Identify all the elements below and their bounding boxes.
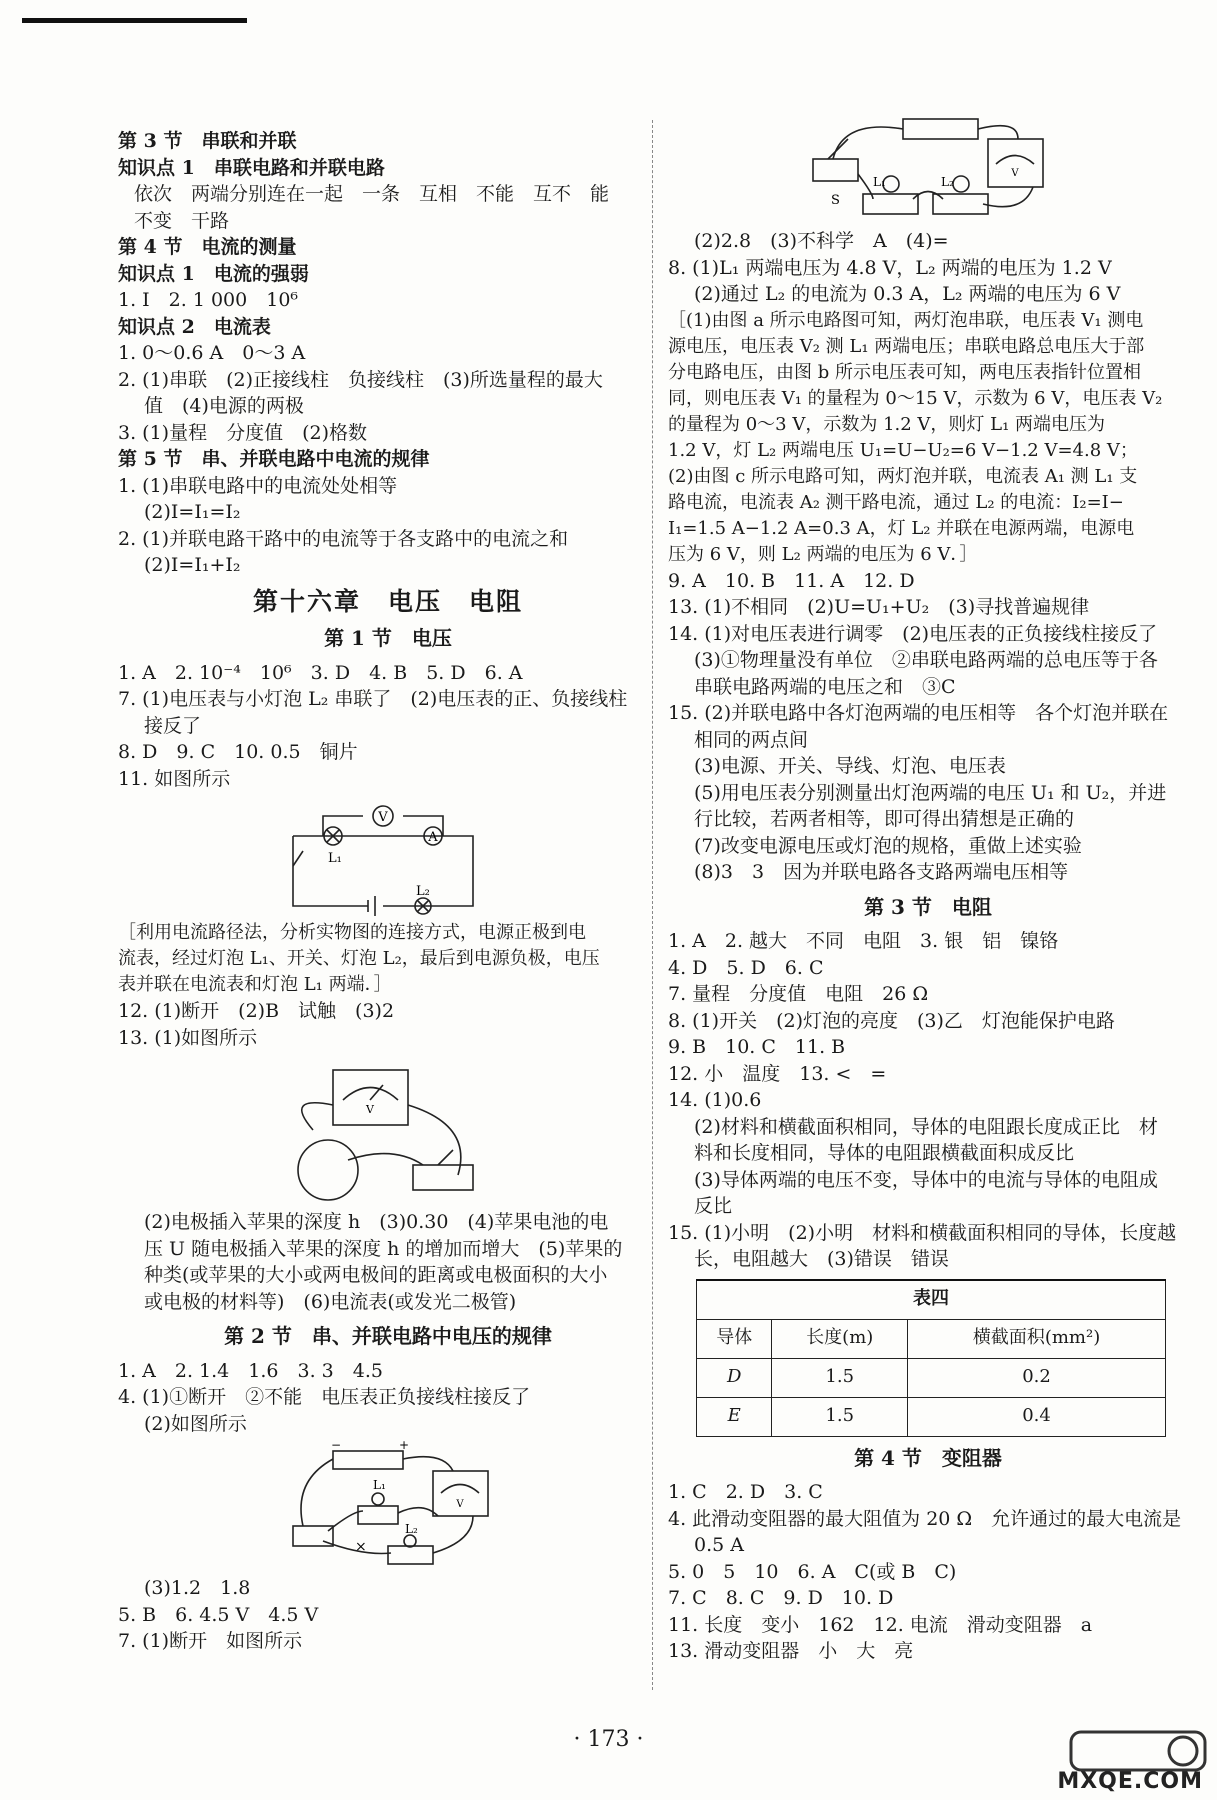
voltmeter-face-label: V bbox=[1011, 168, 1019, 179]
answer-line: 14. (1)0.6 bbox=[668, 1089, 762, 1111]
answer-line: (3)1.2 1.8 bbox=[144, 1577, 251, 1599]
circuit-photo-q7 bbox=[803, 114, 1053, 224]
answer-line: 同，则电压表 V₁ 的量程为 0～15 V，示数为 6 V，电压表 V₂ bbox=[668, 387, 1163, 409]
section1-answers-3 bbox=[118, 1209, 658, 1315]
answer-line: 12. (1)断开 (2)B 试触 (3)2 bbox=[118, 1000, 395, 1022]
answer-line: 0.5 A bbox=[694, 1534, 744, 1556]
section3-answers bbox=[668, 928, 1188, 1273]
answer-line: 知识点 1 串联电路和并联电路 bbox=[118, 156, 385, 179]
answer-line: 第 3 节 串联和并联 bbox=[118, 130, 297, 152]
answer-line: 或电极的材料等) (6)电流表(或发光二极管) bbox=[144, 1290, 517, 1313]
ammeter-label: A bbox=[428, 830, 438, 845]
answer-line: 11. 长度 变小 162 12. 电流 滑动变阻器 a bbox=[668, 1613, 1093, 1636]
answer-line: 行比较，若两者相等，即可得出猜想是正确的 bbox=[694, 808, 1075, 830]
answer-line: 12. 小 温度 13. < = bbox=[668, 1062, 887, 1085]
answer-line: (5)用电压表分别测量出灯泡两端的电压 U₁ 和 U₂，并进 bbox=[694, 781, 1167, 804]
answer-line: 压为 6 V，则 L₂ 两端的电压为 6 V．］ bbox=[668, 543, 978, 565]
table-cell: 1.5 bbox=[772, 1358, 908, 1397]
answer-line: 流表，经过灯泡 L₁、开关、灯泡 L₂，最后到电源负极，电压 bbox=[118, 948, 600, 969]
table-caption: 表四 bbox=[697, 1280, 1166, 1320]
answer-line: 4. 此滑动变阻器的最大阻值为 20 Ω 允许通过的最大电流是 bbox=[668, 1507, 1182, 1530]
answer-line: (2)如图所示 bbox=[144, 1412, 247, 1435]
section-title-rheostat: 第 4 节 变阻器 bbox=[854, 1445, 1002, 1470]
answer-line: 1. A 2. 10⁻⁴ 10⁶ 3. D 4. B 5. D 6. A bbox=[118, 661, 523, 684]
answer-line: 2. (1)串联 (2)正接线柱 负接线柱 (3)所选量程的最大 bbox=[118, 368, 603, 391]
answer-line: ［利用电流路径法，分析实物图的连接方式，电源正极到电 bbox=[118, 922, 586, 943]
answer-line: 15. (2)并联电路中各灯泡两端的电压相等 各个灯泡并联在 bbox=[668, 702, 1169, 724]
left-answer-lines bbox=[118, 128, 658, 579]
answer-line: (3)导体两端的电压不变，导体中的电流与导体的电阻成 bbox=[694, 1168, 1158, 1191]
answer-line: 压 U 随电极插入苹果的深度 h 的增加而增大 (5)苹果的 bbox=[144, 1237, 623, 1260]
answer-line: (2)材料和横截面积相同，导体的电阻跟长度成正比 材 bbox=[694, 1115, 1158, 1138]
lamp-l1-label: L₁ bbox=[873, 175, 886, 189]
answer-line: 第 4 节 电流的测量 bbox=[118, 236, 297, 258]
answer-line: 14. (1)对电压表进行调零 (2)电压表的正负接线柱接反了 bbox=[668, 622, 1158, 645]
answer-line: (2)由图 c 所示电路可知，两灯泡并联，电流表 A₁ 测 L₁ 支 bbox=[668, 465, 1138, 487]
table-cell: D bbox=[697, 1358, 772, 1397]
section-title-resistance: 第 3 节 电阻 bbox=[864, 894, 992, 919]
data-table-4 bbox=[696, 1279, 1166, 1437]
explanation-q11 bbox=[118, 920, 658, 998]
watermark-text: MXQE.COM bbox=[1057, 1769, 1203, 1794]
circuit-photo-q4 bbox=[273, 1441, 503, 1571]
answer-line: 5. 0 5 10 6. A C(或 B C) bbox=[668, 1560, 957, 1583]
answer-line: (3)电源、开关、导线、灯泡、电压表 bbox=[694, 755, 1006, 777]
answer-line: (2)电极插入苹果的深度 h (3)0.30 (4)苹果电池的电 bbox=[144, 1211, 609, 1233]
plus-terminal: + bbox=[399, 1441, 410, 1452]
table-row bbox=[697, 1397, 1166, 1436]
answer-line: 9. B 10. C 11. B bbox=[668, 1036, 846, 1058]
answer-line: 5. B 6. 4.5 V 4.5 V bbox=[118, 1603, 319, 1626]
answer-line: 知识点 2 电流表 bbox=[118, 315, 271, 338]
answer-line: 1. A 2. 1.4 1.6 3. 3 4.5 bbox=[118, 1359, 383, 1382]
answer-line: 4. (1)①断开 ②不能 电压表正负接线柱接反了 bbox=[118, 1386, 531, 1408]
section-title-voltage-rules: 第 2 节 串、并联电路中电压的规律 bbox=[224, 1324, 552, 1348]
minus-terminal: − bbox=[331, 1441, 342, 1452]
answer-line: 接反了 bbox=[144, 714, 202, 737]
section1-answers bbox=[118, 660, 658, 793]
answer-line: I₁=1.5 A−1.2 A=0.3 A，灯 L₂ 并联在电源两端，电源电 bbox=[668, 517, 1135, 539]
answer-line: (2)I=I₁+I₂ bbox=[144, 554, 241, 576]
answer-line: 的量程为 0～3 V，示数为 1.2 V，则灯 L₁ 两端电压为 bbox=[668, 413, 1106, 435]
section2-answers bbox=[118, 1358, 658, 1438]
table-row bbox=[697, 1358, 1166, 1397]
table-header: 横截面积(mm²) bbox=[908, 1319, 1166, 1358]
circuit-diagram-q11 bbox=[273, 796, 503, 916]
answer-line: 4. D 5. D 6. C bbox=[668, 956, 824, 979]
answer-line: 长，电阻越大 (3)错误 错误 bbox=[694, 1248, 949, 1270]
answer-line: 11. 如图所示 bbox=[118, 767, 231, 790]
answer-line: 1.2 V，灯 L₂ 两端电压 U₁=U−U₂=6 V−1.2 V=4.8 V； bbox=[668, 439, 1138, 461]
answer-line: 2. (1)并联电路干路中的电流等于各支路中的电流之和 bbox=[118, 527, 569, 550]
lamp-l1-label: L₁ bbox=[373, 1478, 386, 1492]
answer-line: (3)①物理量没有单位 ②串联电路两端的总电压等于各 bbox=[694, 649, 1158, 671]
switch-label: S bbox=[831, 193, 840, 208]
lamp-l1-label: L₁ bbox=[328, 851, 342, 866]
answer-line: 依次 两端分别连在一起 一条 互相 不能 互不 能 bbox=[134, 183, 610, 205]
lamp-l2-label: L₂ bbox=[941, 175, 954, 189]
answer-line: 1. C 2. D 3. C bbox=[668, 1481, 823, 1503]
answer-line: 9. A 10. B 11. A 12. D bbox=[668, 569, 915, 592]
answer-line: 分电路电压，由图 b 所示电压表可知，两电压表指针位置相 bbox=[668, 361, 1141, 383]
table-cell: 1.5 bbox=[772, 1397, 908, 1436]
section-title-voltage: 第 1 节 电压 bbox=[324, 626, 452, 650]
answer-line: 路电流，电流表 A₂ 测干路电流，通过 L₂ 的电流：I₂=I− bbox=[668, 491, 1124, 513]
top-rule bbox=[22, 18, 247, 23]
right-answer-lines bbox=[668, 228, 1188, 308]
answer-line: 7. (1)电压表与小灯泡 L₂ 串联了 (2)电压表的正、负接线柱 bbox=[118, 688, 628, 710]
right-column bbox=[668, 110, 1188, 1665]
voltmeter-face-label: V bbox=[366, 1103, 374, 1116]
table-header: 长度(m) bbox=[772, 1319, 908, 1358]
answer-line: 值 (4)电源的两极 bbox=[144, 395, 304, 417]
answer-line: 8. (1)开关 (2)灯泡的亮度 (3)乙 灯泡能保护电路 bbox=[668, 1009, 1115, 1032]
answer-line: 13. (1)如图所示 bbox=[118, 1026, 258, 1049]
right-answer-lines-2 bbox=[668, 568, 1188, 886]
answer-line: 1. 0～0.6 A 0～3 A bbox=[118, 342, 306, 364]
answer-line: 不变 干路 bbox=[134, 209, 230, 232]
answer-line: 种类(或苹果的大小或两电极间的距离或电极面积的大小 bbox=[144, 1264, 608, 1286]
answer-line: (7)改变电源电压或灯泡的规格，重做上述实验 bbox=[694, 834, 1082, 857]
answer-line: 表并联在电流表和灯泡 L₁ 两端．］ bbox=[118, 974, 392, 995]
answer-line: 1. A 2. 越大 不同 电阻 3. 银 铝 镍铬 bbox=[668, 930, 1059, 952]
lamp-l2-label: L₂ bbox=[416, 884, 430, 899]
answer-line: 13. 滑动变阻器 小 大 亮 bbox=[668, 1640, 914, 1662]
answer-line: 相同的两点间 bbox=[694, 728, 809, 751]
table-cell: E bbox=[697, 1397, 772, 1436]
section4-answers bbox=[668, 1479, 1188, 1665]
answer-line: 1. (1)串联电路中的电流处处相等 bbox=[118, 474, 398, 497]
chapter-title: 第十六章 电压 电阻 bbox=[252, 586, 523, 616]
answer-line: 串联电路两端的电压之和 ③C bbox=[694, 675, 956, 698]
answer-line: (2)2.8 (3)不科学 A (4)= bbox=[694, 230, 949, 252]
section1-answers-2 bbox=[118, 998, 658, 1051]
answer-line: 料和长度相同，导体的电阻跟横截面积成反比 bbox=[694, 1142, 1075, 1164]
left-column bbox=[118, 128, 658, 1655]
answer-line: 1. I 2. 1 000 10⁶ bbox=[118, 289, 299, 311]
answer-line: 第 5 节 串、并联电路中电流的规律 bbox=[118, 448, 430, 470]
explanation-q8 bbox=[668, 308, 1188, 568]
voltmeter-label: V bbox=[378, 810, 388, 825]
answer-line: 源电压，电压表 V₂ 测 L₁ 两端电压；串联电路总电压大于部 bbox=[668, 335, 1145, 357]
voltmeter-face-label: V bbox=[456, 1499, 464, 1510]
table-cell: 0.2 bbox=[908, 1358, 1166, 1397]
answer-line: 7. 量程 分度值 电阻 26 Ω bbox=[668, 983, 929, 1005]
answer-line: 反比 bbox=[694, 1195, 733, 1217]
table-cell: 0.4 bbox=[908, 1397, 1166, 1436]
answer-line: ［(1)由图 a 所示电路图可知，两灯泡串联，电压表 V₁ 测电 bbox=[668, 309, 1144, 331]
answer-line: 13. (1)不相同 (2)U=U₁+U₂ (3)寻找普遍规律 bbox=[668, 596, 1090, 618]
answer-line: 3. (1)量程 分度值 (2)格数 bbox=[118, 421, 367, 444]
answer-line: 15. (1)小明 (2)小明 材料和横截面积相同的导体，长度越 bbox=[668, 1221, 1177, 1244]
answer-line: 7. C 8. C 9. D 10. D bbox=[668, 1587, 894, 1609]
answer-line: (2)通过 L₂ 的电流为 0.3 A，L₂ 两端的电压为 6 V bbox=[694, 283, 1121, 305]
answer-line: (8)3 3 因为并联电路各支路两端电压相等 bbox=[694, 861, 1069, 883]
apple-battery-diagram-q13 bbox=[273, 1055, 503, 1205]
answer-line: 知识点 1 电流的强弱 bbox=[118, 262, 309, 285]
table-header: 导体 bbox=[697, 1319, 772, 1358]
answer-line: 7. (1)断开 如图所示 bbox=[118, 1630, 303, 1652]
lamp-l2-label: L₂ bbox=[405, 1522, 418, 1536]
section2-answers-2 bbox=[118, 1575, 658, 1655]
page-number: · 173 · bbox=[573, 1727, 644, 1752]
answer-line: 8. D 9. C 10. 0.5 铜片 bbox=[118, 741, 358, 763]
cross-mark: × bbox=[355, 1539, 367, 1555]
answer-line: (2)I=I₁=I₂ bbox=[144, 501, 241, 523]
answer-line: 8. (1)L₁ 两端电压为 4.8 V，L₂ 两端的电压为 1.2 V bbox=[668, 256, 1112, 279]
